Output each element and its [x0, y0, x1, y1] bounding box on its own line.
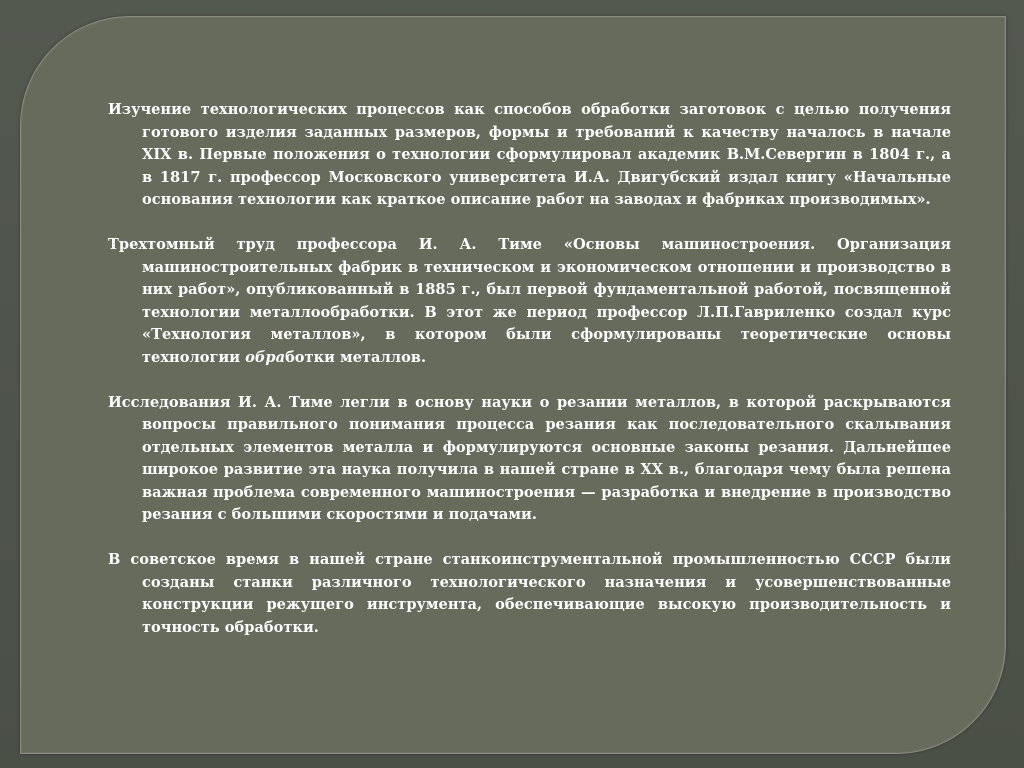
paragraph-2-part-1: Трехтомный труд профессора И. А. Тиме «Основы машиностроения. Организация машиностроительных фабрик в техническом и экономическом отношении и производство в них работ», опубликованный в 1885 г., был первой фундаментальной работой, посвященной технологии металлообработки. В этот же период профессор Л.П.Гавриленко создал курс «Технология металлов», в котором были сформулированы теоретические основы технологии: [108, 236, 951, 366]
paragraph-3: Исследования И. А. Тиме легли в основу науки о резании металлов, в которой раскрываются вопросы правильного понимания процесса резания как последовательного скалывания отдельных элементов металла и формулируются основные законы резания. Дальнейшее широкое развитие эта наука получила в нашей стране в XX в., благодаря чему была решена важная проблема современного машиностроения — разработка и внедрение в производство резания с большими скоростями и подачами.: [108, 393, 951, 523]
paragraph-1: Изучение технологических процессов как способов обработки заготовок с целью получения готового изделия заданных размеров, формы и требований к качеству началось в начале XIX в. Первые положения о технологии сформулировал академик В.М.Севергин в 1804 г., а в 1817 г. профессор Московского университета И.А. Двигубский издал книгу «Начальные основания технологии как краткое описание работ на заводах и фабриках производимых».: [108, 101, 951, 208]
paragraph-4: В советское время в нашей стране станкоинструментальной промышленностью СССР были созданы станки различного технологического назначения и усовершенствованные конструкции режущего инструмента, обеспечивающие высокую производительность и точность обработки.: [108, 551, 951, 636]
paragraph-2: [108, 234, 951, 369]
paragraph-2-italic-fragment: обра: [245, 348, 286, 366]
slide-text-body: [108, 99, 951, 639]
paragraph-2-part-2: ботки металлов.: [285, 348, 427, 366]
